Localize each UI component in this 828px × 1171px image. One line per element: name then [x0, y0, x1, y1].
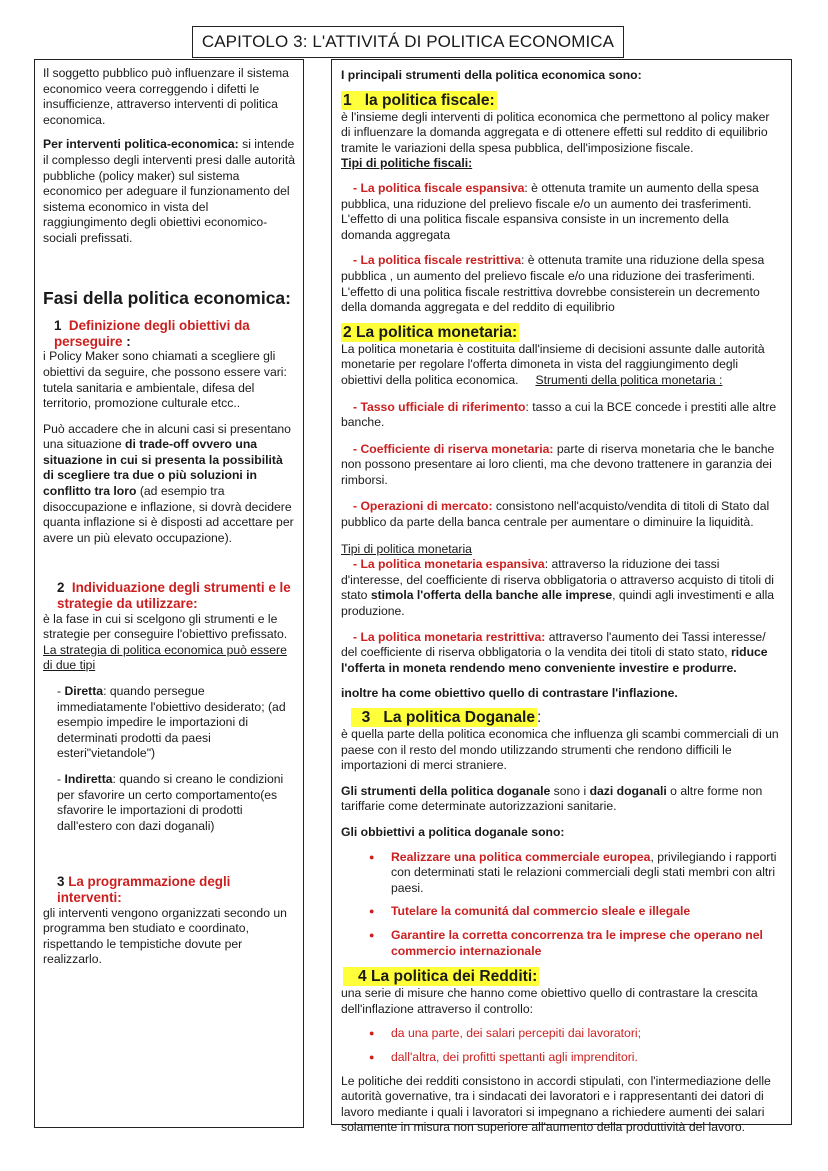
list-item: ● Garantire la corretta concorrenza tra le imprese che operano nel commercio internazionale — [369, 928, 782, 959]
monetary-expansive: - La politica monetaria espansiva: attraverso la riduzione dei tassi d'interesse, del coefficiente di riserva obbligatoria o attraverso acquisto di titoli di stato stimola l'offerta della banche alle imprese, quindi agli investimenti e alla produzione. — [341, 557, 775, 619]
section-3-heading: 3 La politica Doganale : — [341, 708, 782, 727]
list-item: ● da una parte, dei salari percepiti dai lavoratori; — [369, 1026, 782, 1042]
fase-1-heading: 1 Definizione degli obiettivi da perseguire : — [54, 318, 250, 349]
monetary-types-label: Tipi di politica monetaria — [341, 541, 472, 556]
section-1-heading: 1 la politica fiscale: — [343, 91, 495, 109]
section-2-heading: 2 La politica monetaria: — [343, 323, 518, 341]
section-4-text: una serie di misure che hanno come obiettivo quello di contrastare la crescita dell'inflazione attraverso il controllo: — [341, 986, 758, 1016]
strategy-diretta: - Diretta: quando persegue immediatamente l'obiettivo desiderato; (ad esempio impedire le importazioni di determinati prodotti da paesi esteri"vietandole") — [57, 684, 286, 761]
monetary-restrictive: - La politica monetaria restrittiva: attraverso l'aumento dei Tassi interesse/ del coefficiente di riserva obbligatoria o la vendita dei titoli di stato stato, riduce l'offerta in moneta rendendo meno conveniente investire e produrre. — [341, 629, 768, 675]
fasi-heading: Fasi della politica economica: — [43, 287, 291, 308]
redditi-list — [341, 1026, 782, 1065]
left-column — [34, 59, 304, 1128]
dogana-obiettivi-list — [341, 850, 782, 960]
page-title: CAPITOLO 3: L'ATTIVITÁ DI POLITICA ECONOMICA — [192, 26, 624, 58]
strategy-indiretta: - Indiretta: quando si creano le condizioni per sfavorire un certo comportamento(es sfavorire le importazioni di prodotti dall'estero con dazi doganali) — [57, 771, 284, 833]
strumenti-intro: I principali strumenti della politica economica sono: — [341, 68, 642, 82]
dogana-obiettivi-label: Gli obbiettivi a politica doganale sono: — [341, 824, 565, 839]
fase-1-text: i Policy Maker sono chiamati a scegliere gli obiettivi da seguire, che possono essere vari: tutela sanitaria e ambientale, difesa del territorio, promozione culturale etcc.. — [43, 349, 287, 411]
fiscal-types-label: Tipi di politiche fiscali: — [341, 156, 473, 171]
tasso-ufficiale: - Tasso ufficiale di riferimento: tasso a cui la BCE concede i prestiti alle altre banche. — [341, 399, 777, 430]
section-1-text: è l'insieme degli interventi di politica economica che permettono al policy maker di influenzare la domanda aggregata e di ottenere effetti sul reddito di equilibrio tramite le variazioni della spesa pubblica, dell'imposizione fiscale. — [341, 109, 770, 155]
right-column — [331, 59, 792, 1135]
fase-3-text: gli interventi vengono organizzati secondo un programma ben studiato e coordinato, rispettando le tempistiche dovute per realizzarlo. — [43, 905, 287, 967]
list-item: ● dall'altra, dei profitti spettanti agli imprenditori. — [369, 1050, 782, 1066]
redditi-final-paragraph: Le politiche dei redditi consistono in accordi stipulati, con l'intermediazione delle autorità governative, tra i sindacati dei lavoratori e i rappresentanti dei datori di lavoro mediante i quali i lavoratori si impegnano a richiedere aumenti dei salari solamente in misura non superiore all'aumento della produttività del lavoro. — [341, 1073, 771, 1135]
intro-paragraph: Il soggetto pubblico può influenzare il sistema economico veera correggendo i difetti le insufficienze, attraverso interventi di politica economica. — [43, 66, 289, 127]
inflation-note: inoltre ha come obiettivo quello di contrastare l'inflazione. — [341, 686, 678, 701]
fase-2-text: è la fase in cui si scelgono gli strumenti e le strategie per conseguire l'obiettivo prefissato. — [43, 611, 288, 642]
trade-off-paragraph: Può accadere che in alcuni casi si presentano una situazione di trade-off ovvero una situazione in cui si presenta la possibilità di scegliere tra due o più soluzioni in conflitto tra loro (ad esempio tra disoccupazione e inflazione, si dovrà decidere quanta inflazione si è disposti ad accettare per avere un più elevato occupazione). — [43, 421, 294, 545]
definition-paragraph: Per interventi politica-economica: si intende il complesso degli interventi presi dalle autorità pubbliche (policy maker) sul sistema economico per adeguare il funzionamento del sistema economico in vista del raggiungimento degli obiettivi economico-sociali prefissati. — [43, 137, 296, 245]
fase-2-heading: 2 Individuazione degli strumenti e le strategie da utilizzare: — [57, 580, 291, 612]
list-item: ● Tutelare la comunitá dal commercio sleale e illegale — [369, 904, 782, 920]
list-item: ● Realizzare una politica commerciale europea, privilegiando i rapporti con determinati stati le relazioni commerciali degli stati membri con altri paesi. — [369, 850, 782, 897]
coefficiente-riserva: - Coefficiente di riserva monetaria: parte di riserva monetaria che le banche non possono presentare ai loro clienti, ma che devono trattenere in garanzia dei rimborsi. — [341, 441, 775, 487]
dogana-strumenti: Gli strumenti della politica doganale sono i dazi doganali o altre forme non tariffarie come determinate autorizzazioni sanitarie. — [341, 783, 763, 814]
section-4-heading: 4 La politica dei Redditi: — [341, 967, 782, 986]
fase-3-heading: 3 La programmazione degli interventi: — [57, 874, 231, 905]
fiscal-expansive: - La politica fiscale espansiva: è ottenuta tramite un aumento della spesa pubblica, una riduzione del prelievo fiscale e/o un aumento dei trasferimenti. L'effetto di una politica fiscale espansiva consiste in un incremento della domanda aggregata — [341, 180, 759, 242]
operazioni-mercato: - Operazioni di mercato: consistono nell'acquisto/vendita di titoli di Stato dal pubblico da parte della banca centrale per aumentare o diminuire la liquidità. — [341, 499, 770, 530]
definition-label: Per interventi politica-economica: — [43, 137, 239, 152]
fiscal-restrictive: - La politica fiscale restrittiva: è ottenuta tramite una riduzione della spesa pubblica , un aumento del prelievo fiscale e/o una riduzione dei trasferimenti. L'effetto di una politica fiscale restrittiva dovrebbe consisterein un decremento della domanda aggregata e del reddito di equilibrio — [341, 253, 765, 315]
section-3-text: è quella parte della politica economica che influenza gli scambi commerciali di un paese con il resto del mondo utilizzando strumenti che rendono difficili le importazioni di merci straniere. — [341, 727, 779, 773]
strategy-types-label: La strategia di politica economica può essere di due tipi — [43, 642, 287, 673]
section-2-text: La politica monetaria è costituita dall'insieme di decisioni assunte dalle autorità monetarie per regolare l'offerta dimoneta in vista del raggiungimento degli obiettivi della politica economica. Strumenti della politica monetaria : — [341, 341, 765, 387]
